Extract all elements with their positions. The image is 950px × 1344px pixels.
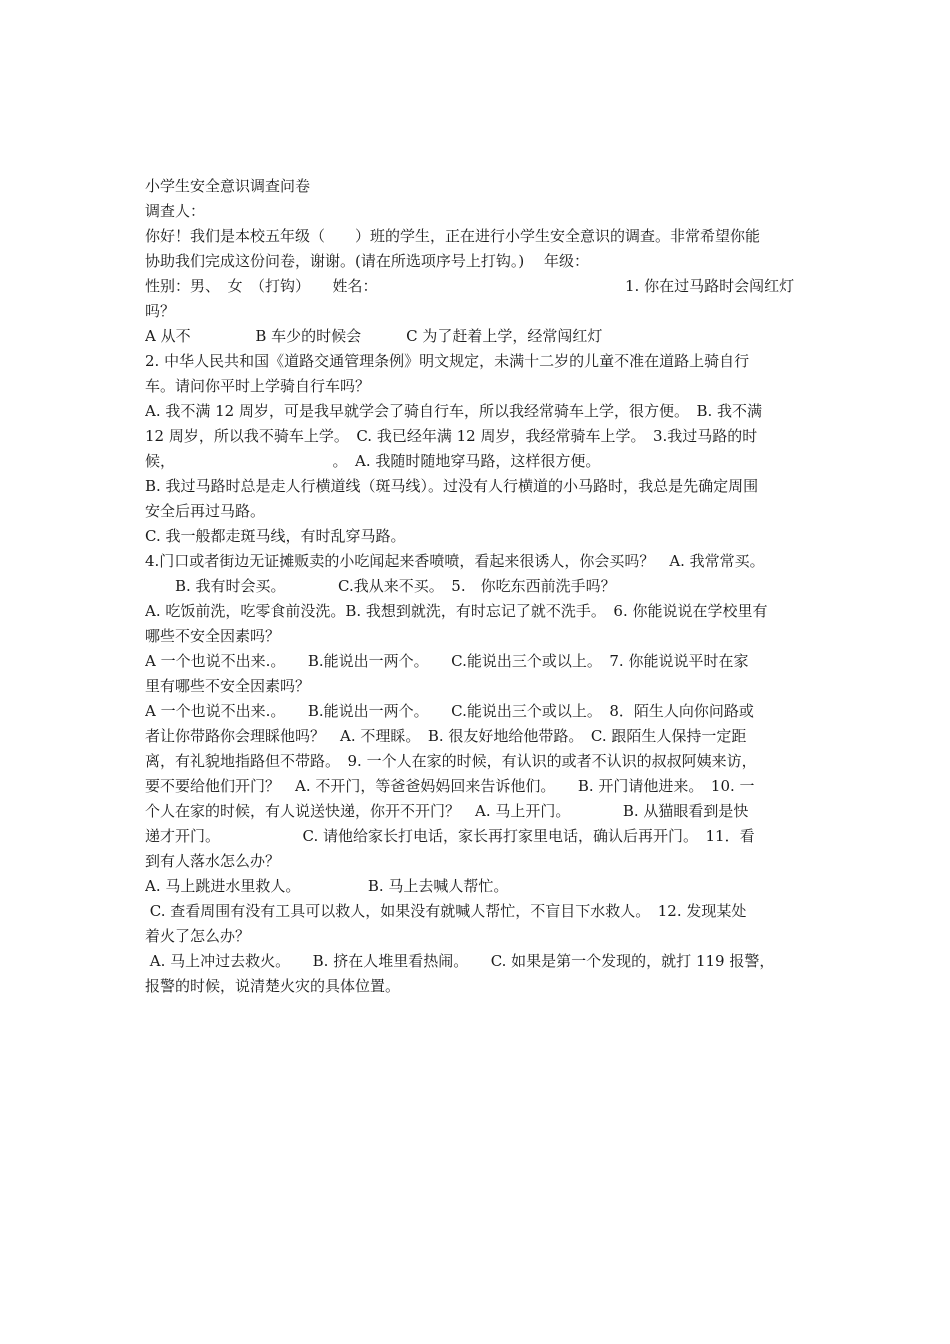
question-line: 着火了怎么办？ — [145, 927, 251, 945]
answer-options-line: A 一个也说不出来.。 B.能说出一两个。 C.能说出三个或以上。 8．陌生人向你问路或 — [145, 702, 754, 720]
answer-options-line: A 从不 B 车少的时候会 C 为了赶着上学，经常闯红灯 — [145, 327, 603, 345]
question-line: 4.门口或者街边无证摊贩卖的小吃闻起来香喷喷，看起来很诱人，你会买吗？ A. 我常常买。 — [145, 552, 765, 570]
answer-options-line: A. 马上冲过去救火。 B. 挤在人堆里看热闹。 C. 如果是第一个发现的，就打 119 报警， — [145, 952, 775, 970]
answer-options-line: 递才开门。 C. 请他给家长打电话，家长再打家里电话，确认后再开门。 11．看 — [145, 827, 755, 845]
answer-options-line: 安全后再过马路。 — [145, 502, 266, 520]
answer-options-line: C. 我一般都走斑马线，有时乱穿马路。 — [145, 527, 406, 545]
answer-options-line: B. 我有时会买。 C.我从来不买。 5. 你吃东西前洗手吗？ — [145, 577, 616, 595]
question-line: 2. 中华人民共和国《道路交通管理条例》明文规定，未满十二岁的儿童不准在道路上骑自行 — [145, 352, 750, 370]
question-line: 里有哪些不安全因素吗？ — [145, 677, 311, 695]
answer-options-line: A. 吃饭前洗，吃零食前没洗。B. 我想到就洗，有时忘记了就不洗手。 6. 你能说说在学校里有 — [145, 602, 768, 620]
answer-options-line: 离，有礼貌地指路但不带路。 9. 一个人在家的时候，有认识的或者不认识的叔叔阿姨来访， — [145, 752, 757, 770]
intro-line: 你好！我们是本校五年级（ ）班的学生，正在进行小学生安全意识的调查。非常希望你能 — [145, 227, 761, 245]
questionnaire-page — [145, 174, 815, 999]
answer-options-line: 12 周岁，所以我不骑车上学。 C. 我已经年满 12 周岁，我经常骑车上学。 3.我过马路的时 — [145, 427, 758, 445]
answer-options-line: A. 马上跳进水里救人。 B. 马上去喊人帮忙。 — [145, 877, 509, 895]
answer-options-line: B. 我过马路时总是走人行横道线（斑马线）。过没有人行横道的小马路时，我总是先确定周围 — [145, 477, 759, 495]
answer-options-line: 要不要给他们开门？ A. 不开门，等爸爸妈妈回来告诉他们。 B. 开门请他进来。 10. 一 — [145, 777, 755, 795]
question-line: 候， 。 A. 我随时随地穿马路，这样很方便。 — [145, 452, 601, 470]
answer-options-line: 报警的时候，说清楚火灾的具体位置。 — [145, 977, 401, 995]
answer-options-line: 者让你带路你会理睬他吗？ A. 不理睬。 B. 很友好地给他带路。 C. 跟陌生人保持一定距 — [145, 727, 747, 745]
answer-options-line: A. 我不满 12 周岁，可是我早就学会了骑自行车，所以我经常骑车上学，很方便。 B. 我不满 — [145, 402, 763, 420]
surveyor-label: 调查人： — [145, 202, 206, 220]
questionnaire-title: 小学生安全意识调查问卷 — [145, 177, 311, 195]
respondent-info-line: 性别：男、 女 （打钩） 姓名： 1. 你在过马路时会闯红灯 — [145, 277, 795, 295]
answer-options-line: C. 查看周围有没有工具可以救人，如果没有就喊人帮忙，不盲目下水救人。 12. 发现某处 — [145, 902, 747, 920]
answer-options-line: A 一个也说不出来.。 B.能说出一两个。 C.能说出三个或以上。 7. 你能说说平时在家 — [145, 652, 749, 670]
question-line: 哪些不安全因素吗？ — [145, 627, 281, 645]
question-line: 吗？ — [145, 302, 176, 320]
intro-line: 协助我们完成这份问卷，谢谢。(请在所选项序号上打钩。) 年级： — [145, 252, 589, 270]
question-line: 车。请问你平时上学骑自行车吗？ — [145, 377, 371, 395]
question-line: 到有人落水怎么办？ — [145, 852, 281, 870]
answer-options-line: 个人在家的时候，有人说送快递，你开不开门？ A. 马上开门。 B. 从猫眼看到是快 — [145, 802, 749, 820]
